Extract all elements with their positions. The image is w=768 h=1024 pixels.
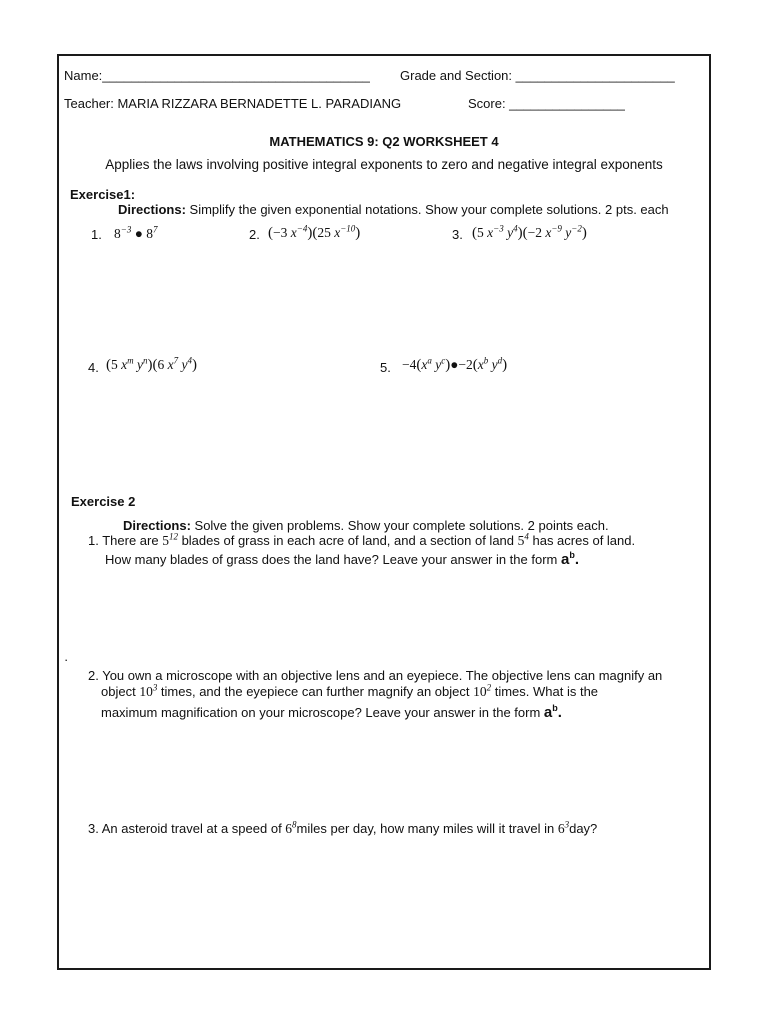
ex2-problem-1-line1: 1. There are $5^{12}$ blades of grass in each acre of land, and a section of land $5^4$ has acres of land. xyxy=(88,531,636,548)
page-title: MATHEMATICS 9: Q2 WORKSHEET 4 xyxy=(269,134,499,149)
ex2-problem-3: 3. An asteroid travel at a speed of $6^8miles$ per day, how many miles will it travel in $6^3day$? xyxy=(88,819,598,836)
ex1-item-2-number: 2. xyxy=(249,227,260,242)
answer-form-ab: $a^b$. xyxy=(543,703,562,721)
exercise2-heading: Exercise 2 xyxy=(71,494,136,509)
teacher-line: Teacher: MARIA RIZZARA BERNADETTE L. PARADIANG xyxy=(64,96,402,111)
ex1-item-3-expression: (5 $x^{-3}$ $y^4)(-2$ $x^{-9}$ $y^{-2}$) xyxy=(472,223,587,241)
ex1-item-1-number: 1. xyxy=(91,227,102,242)
stray-dot: · xyxy=(64,652,69,667)
ex2-problem-1-line2: How many blades of grass does the land have? Leave your answer in the form $a^b$. xyxy=(105,550,579,568)
ex2-problem-2-line1: 2. You own a microscope with an objective lens and an eyepiece. The objective lens can magnify an xyxy=(88,668,663,683)
page-subtitle: Applies the laws involving positive integral exponents to zero and negative integral exponents xyxy=(105,157,663,172)
ex1-item-2-expression: (−3 $x^{-4})(25$ $x^{-10}$) xyxy=(268,223,361,241)
exercise2-directions: Directions: Solve the given problems. Show your complete solutions. 2 points each. xyxy=(123,518,609,533)
answer-form-ab: $a^b$. xyxy=(560,550,579,568)
ex1-item-4-expression: (5 $x^m$ $y^n)(6$ $x^7$ $y^4$) xyxy=(106,355,197,373)
exercise1-directions: Directions: Simplify the given exponential notations. Show your complete solutions. 2 pts. each xyxy=(118,202,669,217)
exercise1-heading: Exercise1: xyxy=(70,187,136,202)
ex1-item-1-expression: $8^{-3}$ ● $8^7$ xyxy=(114,224,158,241)
ex2-problem-2-line2: object $10^3$ times, and the eyepiece can further magnify an object $10^2$ times. What is the xyxy=(101,682,599,699)
ex1-item-5-number: 5. xyxy=(380,360,391,375)
ex2-problem-2-line3: maximum magnification on your microscope? Leave your answer in the form $a^b$. xyxy=(101,703,562,721)
ex1-item-3-number: 3. xyxy=(452,227,463,242)
score-field[interactable]: Score: ________________ xyxy=(468,96,625,111)
ex1-item-4-number: 4. xyxy=(88,360,99,375)
name-field[interactable]: Name:_____________________________________ xyxy=(64,68,370,83)
ex1-item-5-expression: $-4(x^a$ $y^c)●-2(x^b$ $y^d$) xyxy=(402,355,508,373)
grade-section-field[interactable]: Grade and Section: ______________________ xyxy=(400,68,675,83)
